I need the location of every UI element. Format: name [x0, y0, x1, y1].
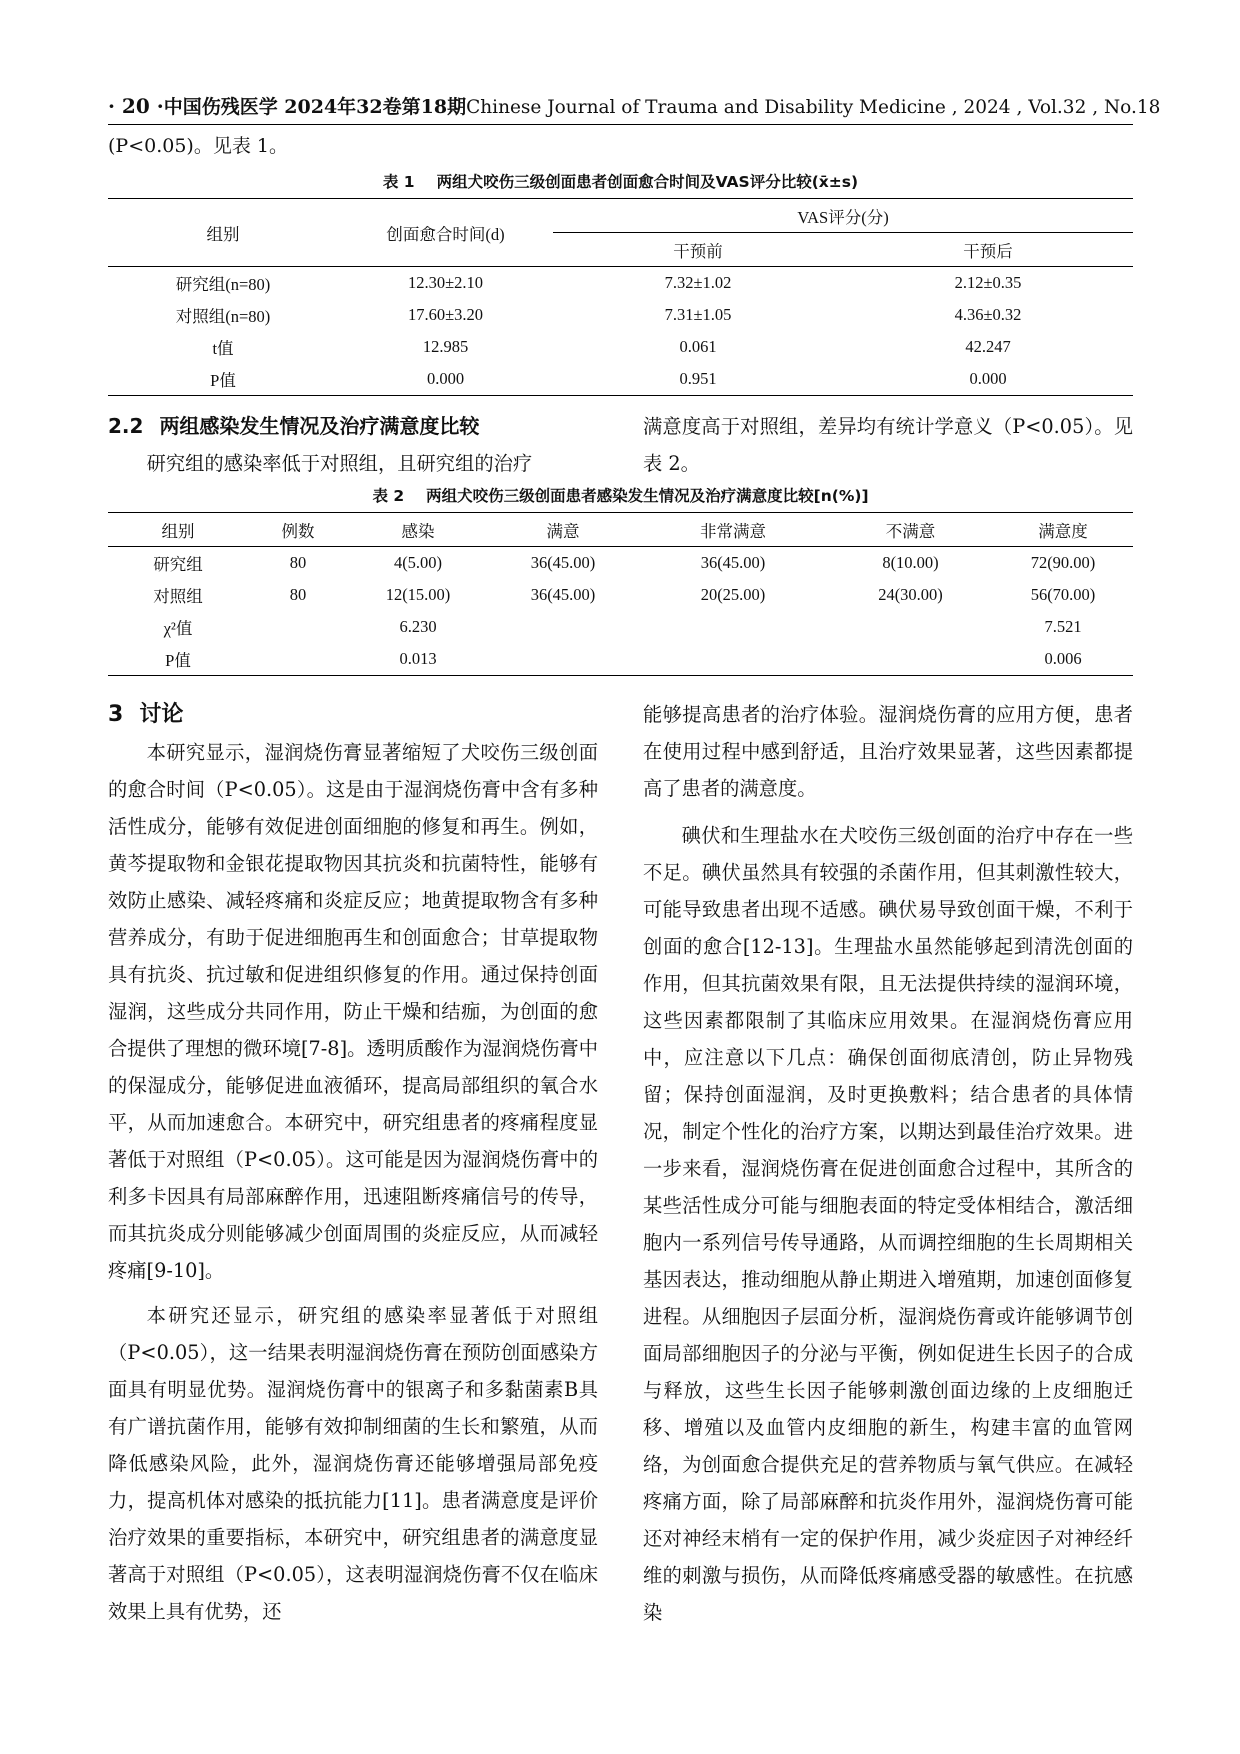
table-cell: 12.985 — [422, 337, 469, 356]
table-cell: 7.31±1.05 — [664, 305, 732, 324]
table1-number: 表 1 — [382, 173, 415, 191]
table1-header-group: 组别 — [108, 199, 338, 267]
table-cell: P值 — [108, 363, 338, 396]
paragraph: 满意度高于对照组，差异均有统计学意义（P<0.05）。见表 2。 — [643, 415, 1133, 475]
table-cell — [488, 643, 638, 676]
table-cell — [488, 611, 638, 643]
running-header — [108, 92, 1161, 122]
table1-caption — [108, 170, 1133, 192]
table-cell: 42.247 — [965, 337, 1011, 356]
table-row — [108, 363, 1133, 396]
table-cell: 0.000 — [338, 363, 553, 396]
table-header-cell: 非常满意 — [638, 513, 828, 547]
table1-title: 两组犬咬伤三级创面患者创面愈合时间及VAS评分比较(x̄±s) — [436, 173, 859, 191]
paragraph: 研究组的感染率低于对照组，且研究组的治疗 — [146, 452, 533, 475]
table-cell: 72(90.00) — [1030, 553, 1096, 572]
table-cell: 24(30.00) — [878, 585, 943, 604]
paragraph: 能够提高患者的治疗体验。湿润烧伤膏的应用方便，患者在使用过程中感到舒适，且治疗效果显著，这些因素都提高了患者的满意度。 — [643, 703, 1133, 800]
table-cell: 36(45.00) — [530, 553, 596, 572]
table-header-cell: 组别 — [108, 513, 248, 547]
table1-header-healing: 创面愈合时间(d) — [338, 199, 553, 267]
table-cell: 6.230 — [399, 617, 437, 636]
table-row — [108, 331, 1133, 363]
table-cell: 对照组(n=80) — [175, 307, 271, 326]
section-3-heading — [108, 696, 598, 734]
table2-header-row — [108, 513, 1133, 547]
section-title: 讨论 — [139, 702, 184, 727]
section-2-2-heading — [108, 408, 598, 445]
journal-title: 中国伤残医学 2024年32卷第18期 — [163, 96, 467, 118]
paragraph: 碘伏和生理盐水在犬咬伤三级创面的治疗中存在一些不足。碘伏虽然具有较强的杀菌作用，但其刺激性较大，可能导致患者出现不适感。碘伏易导致创面干燥，不利于创面的愈合[12-13]。生理盐水虽然能够起到清洗创面的作用，但其抗菌效果有限，且无法提供持续的湿润环境，这些因素都限制了其临床应用效果。在湿润烧伤膏应用中，应注意以下几点：确保创面彻底清创，防止异物残留；保持创面湿润，及时更换敷料；结合患者的具体情况，制定个性化的治疗方案，以期达到最佳治疗效果。进一步来看，湿润烧伤膏在促进创面愈合过程中，其所含的某些活性成分可能与细胞表面的特定受体相结合，激活细胞内一系列信号传导通路，从而调控细胞的生长周期相关基因表达，推动细胞从静止期进入增殖期，加速创面修复进程。从细胞因子层面分析，湿润烧伤膏或许能够调节创面局部细胞因子的分泌与平衡，例如促进生长因子的合成与释放，这些生长因子能够刺激创面边缘的上皮细胞迁移、增殖以及血管内皮细胞的新生，构建丰富的血管网络，为创面愈合提供充足的营养物质与氧气供应。在减轻疼痛方面，除了局部麻醉和抗炎作用外，湿润烧伤膏可能还对神经末梢有一定的保护作用，减少炎症因子对神经纤维的刺激与损伤，从而降低疼痛感受器的敏感性。在抗感染 — [643, 824, 1133, 1624]
table-header-cell: 满意 — [488, 513, 638, 547]
table-cell — [638, 643, 828, 676]
table-cell: 研究组(n=80) — [175, 275, 271, 294]
table-header-cell: 不满意 — [828, 513, 993, 547]
table-cell — [248, 643, 348, 676]
table2-caption — [108, 484, 1133, 506]
table-cell: 4.36±0.32 — [954, 305, 1022, 324]
table-cell: P值 — [108, 643, 248, 676]
table-cell: 7.521 — [1044, 617, 1082, 636]
table-cell: 12(15.00) — [385, 585, 451, 604]
section-number: 2.2 — [108, 414, 144, 438]
table2-number: 表 2 — [372, 487, 405, 505]
table-cell: 0.951 — [553, 363, 843, 396]
table-cell: 8(10.00) — [882, 553, 939, 572]
table-row — [108, 579, 1133, 611]
section-title: 两组感染发生情况及治疗满意度比较 — [159, 414, 480, 438]
continued-text: (P<0.05)。见表 1。 — [108, 135, 288, 157]
table-cell: 对照组 — [153, 587, 203, 606]
table-row — [108, 643, 1133, 676]
table1-header-after: 干预后 — [843, 233, 1133, 267]
journal-citation: Chinese Journal of Trauma and Disability Medicine , 2024 , Vol.32 , No.18 — [466, 97, 1161, 118]
table-cell: 80 — [289, 553, 307, 572]
table-cell: 0.006 — [993, 643, 1133, 676]
table-row — [108, 299, 1133, 331]
paragraph: 本研究显示，湿润烧伤膏显著缩短了犬咬伤三级创面的愈合时间（P<0.05）。这是由于湿润烧伤膏中含有多种活性成分，能够有效促进创面细胞的修复和再生。例如，黄芩提取物和金银花提取物因其抗炎和抗菌特性，能够有效防止感染、减轻疼痛和炎症反应；地黄提取物含有多种营养成分，有助于促进细胞再生和创面愈合；甘草提取物具有抗炎、抗过敏和促进组织修复的作用。通过保持创面湿润，这些成分共同作用，防止干燥和结痂，为创面的愈合提供了理想的微环境[7-8]。透明质酸作为湿润烧伤膏中的保湿成分，能够促进血液循环，提高局部组织的氧合水平，从而加速愈合。本研究中，研究组患者的疼痛程度显著低于对照组（P<0.05）。这可能是因为湿润烧伤膏中的利多卡因具有局部麻醉作用，迅速阻断疼痛信号的传导，而其抗炎成分则能够减少创面周围的炎症反应，从而减轻疼痛[9-10]。 — [108, 741, 598, 1282]
section-number: 3 — [108, 702, 124, 727]
table2-title: 两组犬咬伤三级创面患者感染发生情况及治疗满意度比较[n(%)] — [426, 487, 869, 505]
table-cell: 36(45.00) — [530, 585, 596, 604]
table-cell: 0.013 — [348, 643, 488, 676]
section-2-2-left — [108, 408, 598, 482]
table1 — [108, 198, 1133, 396]
table2 — [108, 512, 1133, 676]
table-header-cell: 感染 — [348, 513, 488, 547]
table-cell: 研究组 — [153, 555, 203, 574]
paragraph: 本研究还显示，研究组的感染率显著低于对照组（P<0.05），这一结果表明湿润烧伤膏在预防创面感染方面具有明显优势。湿润烧伤膏中的银离子和多黏菌素B具有广谱抗菌作用，能够有效抑制细菌的生长和繁殖，从而降低感染风险，此外，湿润烧伤膏还能够增强局部免疫力，提高机体对感染的抵抗能力[11]。患者满意度是评价治疗效果的重要指标，本研究中，研究组患者的满意度显著高于对照组（P<0.05），这表明湿润烧伤膏不仅在临床效果上具有优势，还 — [108, 1304, 598, 1623]
table-cell: 80 — [289, 585, 307, 604]
table-cell — [248, 611, 348, 643]
table1-header-before: 干预前 — [553, 233, 843, 267]
table-cell: 56(70.00) — [1030, 585, 1096, 604]
table-row — [108, 611, 1133, 643]
table-cell: t值 — [212, 339, 234, 358]
table-cell: 0.061 — [679, 337, 717, 356]
page-number: · 20 · — [108, 94, 164, 118]
table1-header-vas: VAS评分(分) — [553, 199, 1133, 233]
table-row — [108, 267, 1133, 300]
table-cell: 20(25.00) — [700, 585, 766, 604]
table-cell: 4(5.00) — [393, 553, 443, 572]
table-cell: 0.000 — [843, 363, 1133, 396]
table-cell: χ²值 — [163, 619, 193, 638]
journal-page — [108, 0, 1161, 1754]
table-cell: 36(45.00) — [700, 553, 766, 572]
table-cell — [638, 611, 828, 643]
table-cell: 7.32±1.02 — [664, 273, 732, 292]
header-rule — [108, 124, 1133, 125]
table-cell — [828, 643, 993, 676]
discussion-right-column — [643, 696, 1133, 1631]
section-2-2-right — [643, 408, 1133, 482]
table-cell — [828, 611, 993, 643]
table-cell: 2.12±0.35 — [954, 273, 1022, 292]
table-row — [108, 547, 1133, 580]
table-header-cell: 例数 — [248, 513, 348, 547]
table-header-cell: 满意度 — [993, 513, 1133, 547]
table-cell: 17.60±3.20 — [407, 305, 484, 324]
discussion-left-column — [108, 696, 598, 1630]
table-cell: 12.30±2.10 — [407, 273, 484, 292]
